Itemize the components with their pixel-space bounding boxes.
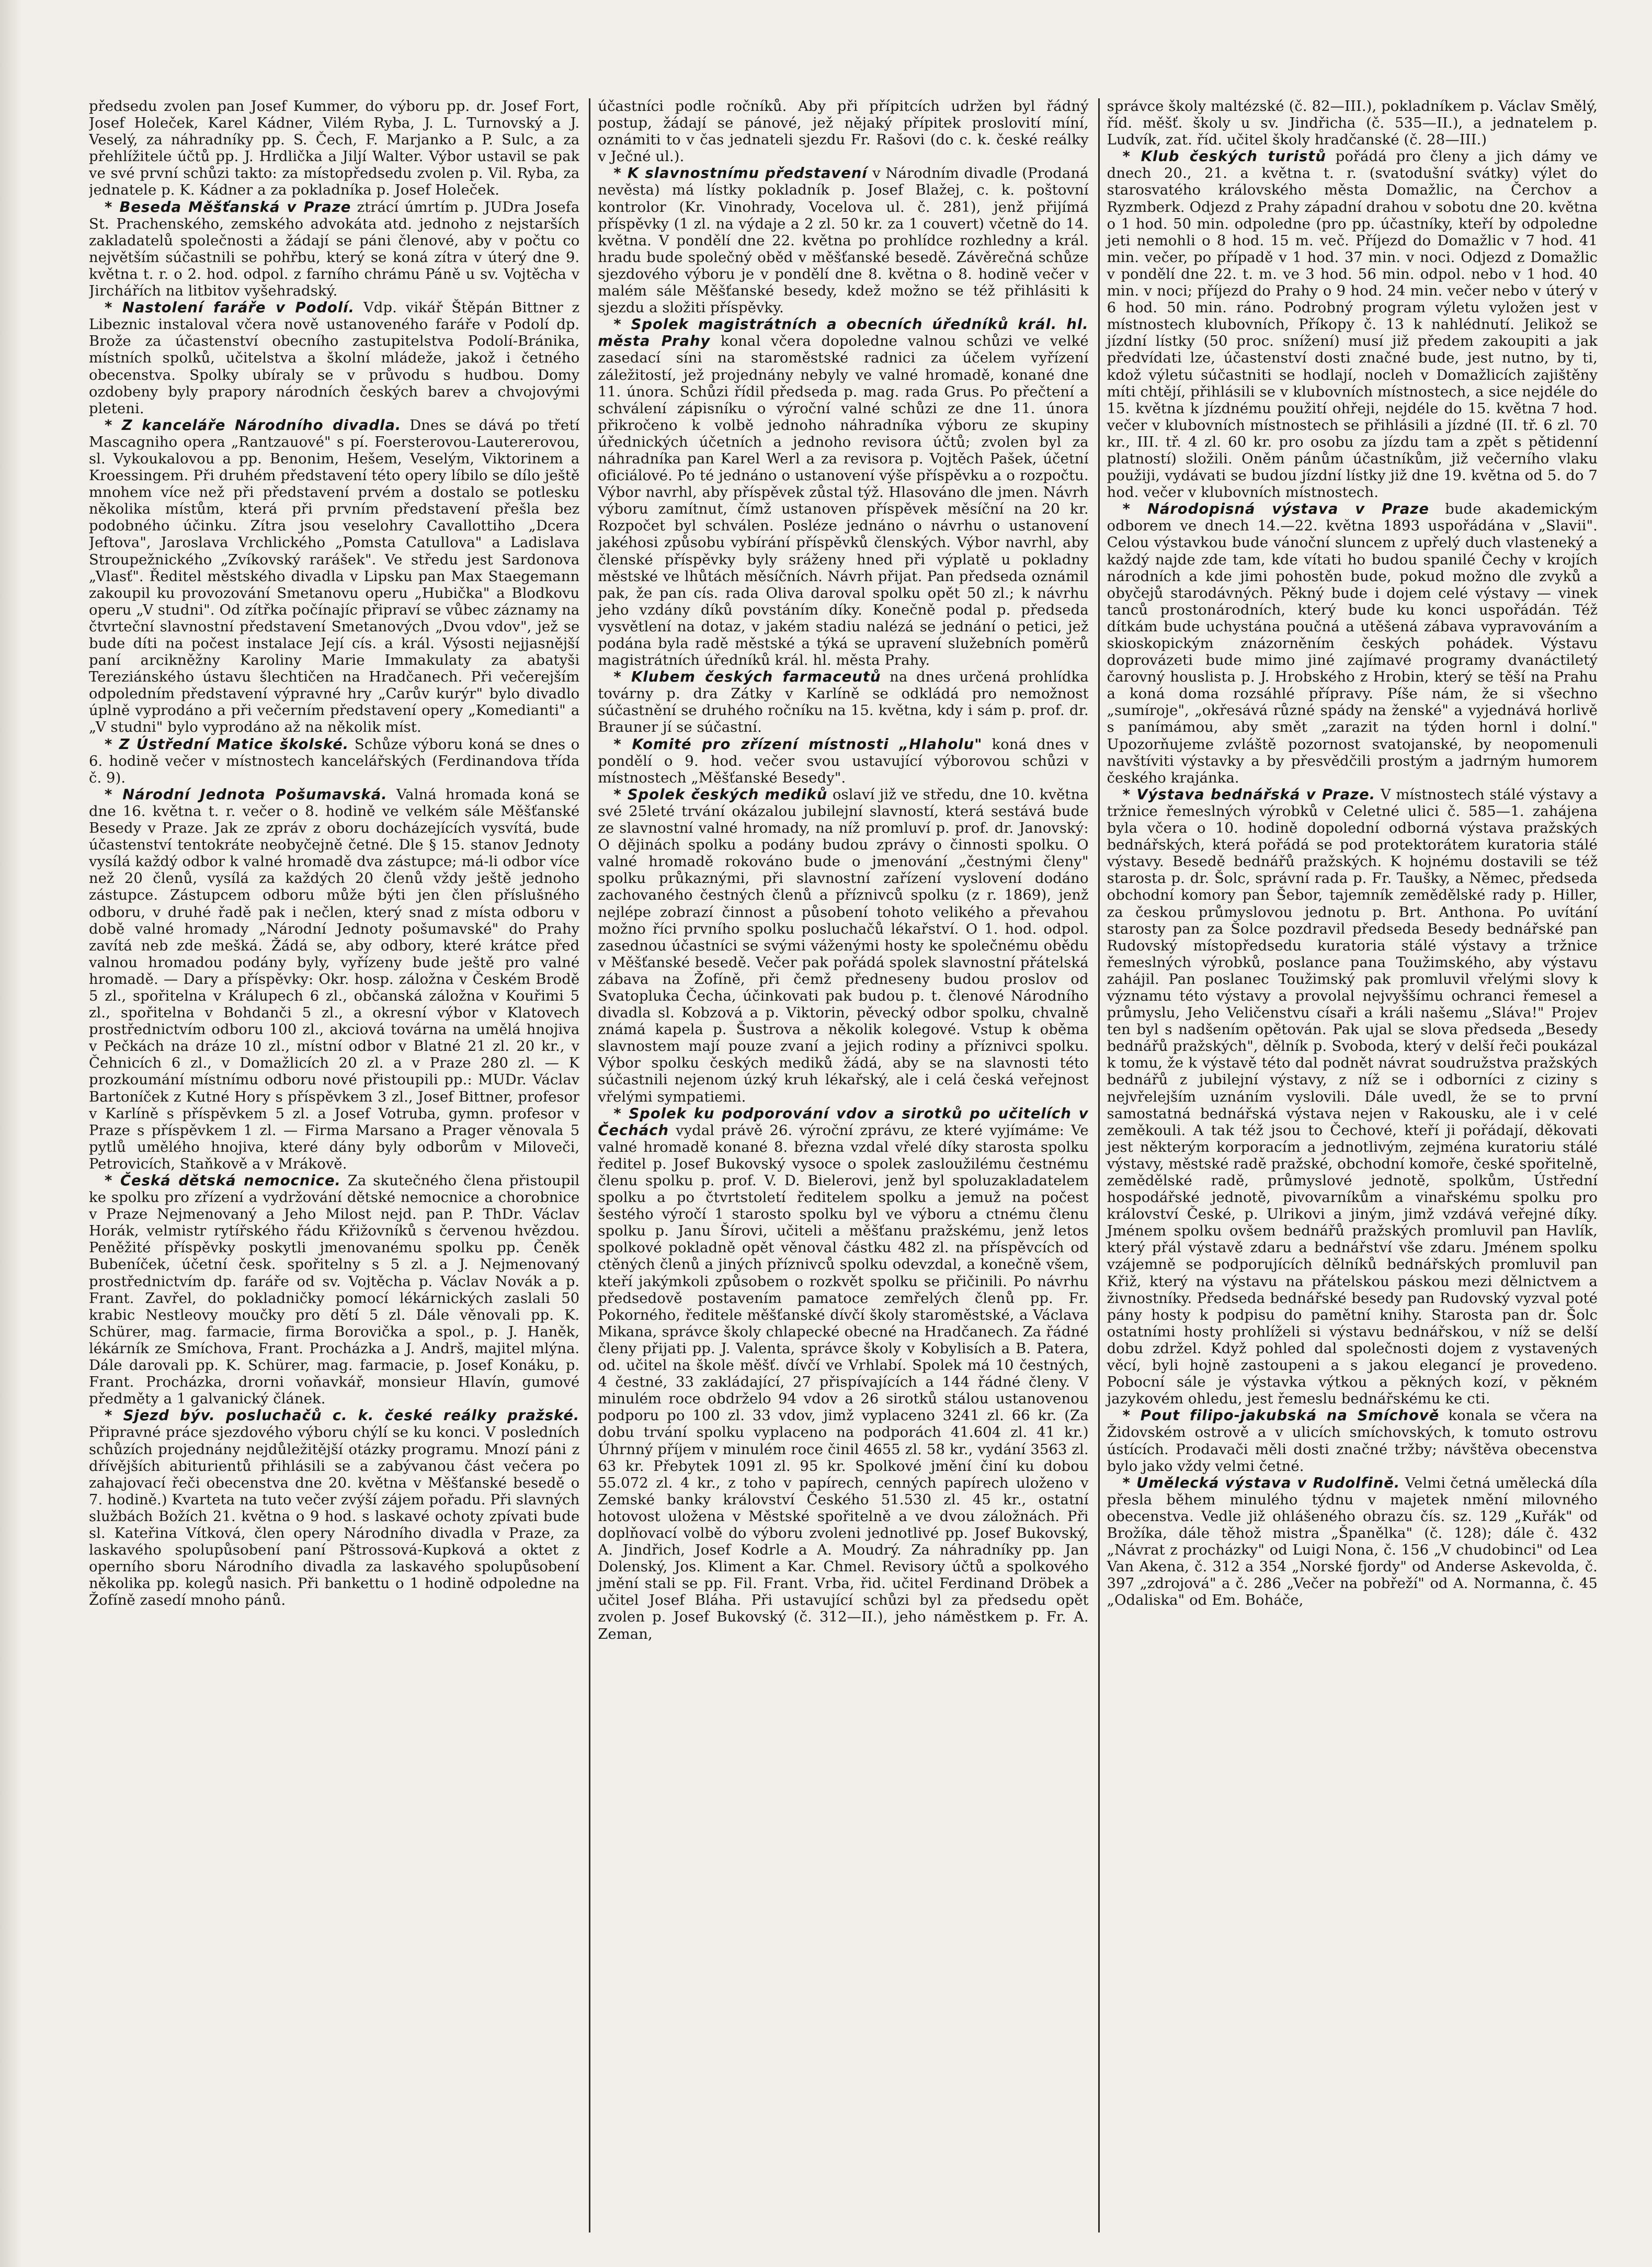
news-heading: * Klubem českých farmaceutů (613, 669, 881, 686)
news-body: V místnostech stálé výstavy a tržnice řemeslných výrobků v Celetné ulici č. 585—1. zahájena byla včera o 10. hodině dopolední odborná výstava pražských bednářských, která pořádá se pod protektorátem kuratoria stálé výstavy. Besedě bednářů pražských. K hojnému dostavili se též starosta p. dr. Šolc, správní rada p. Fr. Taušky, a Němec, předseda obchodní komory pan Šebor, tajemník zemědělské rady p. Hiller, za českou průmyslovou jednotu p. Brt. Anthona. Po uvítání starosty pan za Šolce pozdravil předseda Besedy bednářské pan Rudovský místopředsedu kuratoria stálé výstavy a tržnice řemeslných výrobků, poslance pana Toužimského, aby výstavu zahájil. Pan poslanec Toužimský pak promluvil vřelými slovy k významu této výstavy a provolal nejvyššímu ochranci řemesel a průmyslu, Jeho Veličenstvu císaři a králi našemu „Sláva!" Projev ten byl s nadšením opětován. Pak ujal se slova předseda „Besedy bednářů pražských", dělník p. Svoboda, který v delší řeči poukázal k tomu, že k výstavě této dal podnět návrat soudružstva pražských bednářů z jubilejní výstavy, z níž se i odborníci z ciziny s nejvřelejším uznáním vyslovili. Dále uvedl, že se to první samostatná bednářská výstava nejen v Rakousku, ale i v celé zeměkouli. A tak též jsou to Čechové, kteří ji pořádají, děkovati jest některým korporacím a jednotlivým, zejména kuratoriu stálé výstavy, městské radě pražské, obchodní komoře, české spořitelně, zemědělské radě, průmyslové jednotě, spolkům, Ústřední hospodářské jednotě, pivovarníkům a vinařskému spolku pro království České, p. Ulrikovi a jiným, jimž vzdává veřejné díky. Jménem spolku ovšem bednářů pražských promluvil pan Havlík, který přál výstavě zdaru a bednářství vše zdaru. Jménem spolku vzájemně se podporujících dělníků bednářských promluvil pan Křiž, který na výstavu na přátelskou páskou mezi dělnictvem a živnostníky. Předseda bednářské besedy pan Rudovský vyzval poté pány hosty k podpisu do pamětní knihy. Starosta pan dr. Šolc ostatními hosty prohlíželi si výstavu bednářskou, v níž se delší dobu zdržel. Když pohled dal společnosti dojem z vystavených věcí, byli hojně zastoupeni a s jakou elegancí je provedeno. Pobocní sále je výstavka výtkou a pěkných kozí, v pěkném jazykovém ohledu, jest řemeslu bednářskému ke cti. (1107, 786, 1598, 1408)
news-paragraph (598, 669, 1088, 736)
news-body: konal včera dopoledne valnou schůzi ve velké zasedací síni na staroměstské radnici za účelem vyřízení záležitostí, jež projednány nebyly ve valné hromadě, konané dne 11. února. Schůzi řídil předseda p. mag. rada Grus. Po přečtení a schválení zápisníku o výroční valné schůzi ze dne 11. února přikročeno k volbě jednoho náhradníka výboru ze skupiny úřednických účetních a jednoho revisora účtů; zvolen byl za náhradníka pan Karel Werl a za revisora p. Vojtěch Pašek, účetní oficiálové. Po té jednáno o ustanovení výše příspěvku a o rozpočtu. Výbor navrhl, aby příspěvek zůstal týž. Hlasováno dle jmen. Návrh výboru zamítnut, čímž ustanoven příspěvek měsíční na 20 kr. Rozpočet byl schválen. Posléze jednáno o návrhu o ustanovení jakéhosi způsobu vybírání příspěvků členských. Výbor navrhl, aby členské příspěvky byly sráženy hned při výplatě u pokladny městské ve lhůtách měsíčních. Návrh přijat. Pan předseda oznámil pak, že pan cís. rada Oliva daroval spolku opět 50 zl.; k návrhu jeho vzdány díků povstáním díky. Konečně podal p. předseda vysvětlení na dotaz, v jakém stadiu nalézá se jednání o petici, jež podána byla radě městské a týká se upravení služebních poměrů magistrátních úředníků král. hl. města Prahy. (598, 333, 1089, 669)
news-heading: * K slavnostnímu představení (613, 165, 868, 182)
news-paragraph (598, 736, 1088, 787)
news-paragraph (89, 1408, 579, 1609)
news-body: ztrácí úmrtím p. JUDra Josefa St. Prachenského, zemského advokáta atd. jednoho z nejstarších zakladatelů společnosti a žádají se páni členové, aby v počtu co největším súčastnili se pohřbu, který se koná zítra v úterý dne 9. května t. r. o 2. hod. odpol. z farního chrámu Páně u sv. Vojtěcha v Jirchářích na litbitov vyšehradský. (89, 199, 580, 300)
news-paragraph (1107, 1475, 1598, 1609)
news-body: na dnes určená prohlídka továrny p. dra Zátky v Karlíně se odkládá pro nemožnost súčastnění se druhého ročníku na 15. května, kdy i sám p. prof. dr. Brauner jí se súčastní. (598, 669, 1089, 736)
news-body: Vdp. vikář Štěpán Bittner z Libeznic instaloval včera nově ustanoveného faráře v Podolí dp. Brože za účastenství obecního zastupitelstva Podolí-Bránika, místních spolků, učitelstva a školní mládeže, jakož i četného obecenstva. Spolky ubíraly se v průvodu s hudbou. Domy ozdobeny byly prapory národních českých barev a chvojovými pleteni. (89, 300, 580, 417)
news-paragraph (1107, 787, 1598, 1408)
news-heading: * Národopisná výstava v Praze (1122, 501, 1429, 518)
news-heading: * Umělecká výstava v Rudolfině. (1122, 1475, 1400, 1491)
news-body: konala se včera na Židovském ostrově a v ulicích smíchovských, k tomuto ostrovu ústících. Prodavači měli dosti značné tržby; návštěva obecenstva bylo jako vždy velmi četné. (1107, 1408, 1598, 1475)
news-body: účastníci podle ročníků. Aby při přípitcích udržen byl řádný postup, žádají se pánové, jež nějaký přípitek proslovití míní, oznámiti to v čas jednateli sjezdu Fr. Rašovi (do c. k. české reálky v Ječné ul.). (598, 98, 1089, 165)
news-body: Velmi četná umělecká díla přesla během minulého týdnu v majetek nmění milovného obecenstva. Vedle již ohlášeného obrazu čís. sz. 129 „Kuřák" od Brožíka, dále těhož mistra „Španělka" (č. 128); dále č. 432 „Návrat z procházky" od Luigi Nona, č. 156 „V chudobinci" od Lea Van Akena, č. 312 a 354 „Norské fjordy" od Anderse Askevolda, č. 397 „zdrojová" a č. 286 „Večer na pobřeží" od A. Normanna, č. 45 „Odaliska" od Em. Boháče, (1107, 1475, 1598, 1609)
news-body: v Národním divadle (Prodaná nevěsta) má lístky pokladník p. Josef Blažej, c. k. poštovní kontrolor (Kr. Vinohrady, Vocelova ul. č. 281), jenž přijímá příspěvky (1 zl. na výdaje a 2 zl. 50 kr. za 1 couvert) včetně do 14. května. V pondělí dne 22. května po prohlídce rozhledny a král. hradu bude společný oběd v měšťanské besedě. Závěrečná schůze sjezdového výboru je v pondělí dne 8. května o 8. hodině večer v malém sále Měšťanské besedy, kdež možno se též přihlásiti k sjezdu a složiti příspěvky. (598, 165, 1089, 316)
news-paragraph (89, 787, 579, 1173)
news-heading: * Klub českých turistů (1122, 149, 1326, 165)
news-body: Připravné práce sjezdového výboru chýlí se ku konci. V posledních schůzích projednány nejdůležitější otázky programu. Mnozí páni z dřívějších abiturientů přihlásili se a zabývanou část večera po zahajovací řeči obecenstva dne 20. května v Měšťanské besedě o 7. hodině.) Kvarteta na tuto večer zvýší zájem pořadu. Při slavných službách Božích 21. května o 9 hod. s laskavé ochoty zpívati bude sl. Kateřina Vítková, člen opery Národního divadla v Praze, za laskavého spolupůsobení paní Pštrossová-Kupková a oktet z operního sboru Národního divadla za laskavého spolupůsobení několika pp. kolegů nasich. Při bankettu o 1 hodině odpoledne na Žofíně zasedí mnoho pánů. (89, 1424, 580, 1609)
news-heading: * Pout filipo-jakubská na Smíchově (1122, 1408, 1440, 1424)
news-paragraph (89, 98, 579, 199)
column-3 (1098, 98, 1598, 2232)
news-body: správce školy maltézské (č. 82—III.), pokladníkem p. Václav Smělý, říd. měšť. školy u sv. Jindřicha (č. 535—II.), a jednatelem p. Ludvík, zat. říd. učitel školy hradčanské (č. 28—III.) (1107, 98, 1598, 149)
news-heading: * Komité pro zřízení místnosti „Hlaholu" (613, 736, 983, 753)
news-body: předsedu zvolen pan Josef Kummer, do výboru pp. dr. Josef Fort, Josef Holeček, Karel Kádner, Vilém Ryba, J. L. Turnovský a J. Veselý, za náhradníky pp. S. Čech, F. Marjanko a P. Sulc, a za přehlížitele účtů pp. J. Hrdlička a Jiljí Walter. Výbor ustavil se pak ve své první schůzi takto: za místopředsedu zvolen p. Vil. Ryba, za jednatele p. K. Kádner a za pokladníka p. Josef Holeček. (89, 98, 580, 199)
news-paragraph (598, 787, 1088, 1106)
news-paragraph (89, 300, 579, 417)
news-paragraph (1107, 149, 1598, 501)
column-2 (589, 98, 1088, 2232)
news-heading: * Beseda Měšťanská v Praze (105, 199, 351, 216)
news-body: bude akademickým odborem ve dnech 14.—22. května 1893 uspořádána v „Slavii". Celou výstavkou bude vánoční sluncem z upřelý duch vlasteneký a každý najde zde tam, kde vítati ho budou spanilé Čechy v krojích národních a kde jimi pohostěn bude, pokud možno dle zvyků a obyčejů starodávných. Pěkný bude i dojem celé výstavy — vinek tanců prostonárodních, který bude ku konci uspořádán. Též dítkám bude uchystána poučná a utěšená zábava vypravováním a skioskopickým znázorněním českých pohádek. Výstavu doprovázeti bude mimo jiné zajímavé programy dvanáctiletý čarovný houslista p. J. Hrobského z Hrobin, který se těší na Prahu a koná doma rozsáhlé přípravy. Píše nám, že si všechno „sumíroje", „okřesává různé spády na ženské" a vyjednává horlivě s panímámou, aby smět „zarazit na týden hornl i dolní." Upozorňujeme zvláště pozornost svatojanské, by neopomenuli navštíviti výstavky a by přesvědčili prostým a jadrným humorem českého krajánka. (1107, 501, 1598, 786)
news-heading: * Z kanceláře Národního divadla. (105, 417, 402, 434)
news-paragraph (598, 316, 1088, 669)
news-body: oslaví již ve středu, dne 10. května své 25leté trvání okázalou jubilejní slavností, která sestává bude ze slavnostní valné hromady, na níž promluví p. prof. dr. Janovský: O dějinách spolku a podány budou zprávy o činnosti spolku. O valné hromadě rokováno bude o jmenování „čestnými členy" spolku průkaznými, při slavnostní zařízení vyslovení dodáno zachovaného čestných členů a příznivců spolku (z r. 1869), jenž nejlépe zobrazí činnost a působení tohoto velikého a převahou možno říci prvního spolku posluchačů lékařství. O 1. hod. odpol. zasednou účastníci se svými váženými hosty ke společnému obědu v Měšťanské besedě. Večer pak pořádá spolek slavnostní přátelská zábava na Žofíně, při čemž předneseny budou proslov od Svatopluka Čecha, účinkovati pak budou p. t. členové Národního divadla sl. Kobzová a p. Viktorin, pěvecký odbor spolku, chvalně známá kapela p. Šustrova a několik kolegové. Vstup k oběma slavnostem mají pouze zvaní a jejich rodiny a příznivci spolku. Výbor spolku českých mediků žádá, aby se na slavnosti této súčastnili nejenom úzký kruh lékařský, ale i celá česká veřejnost vřelými sympatiemi. (598, 786, 1089, 1105)
news-paragraph (1107, 98, 1598, 149)
news-body: vydal právě 26. výroční zprávu, ze které vyjímáme: Ve valné hromadě konané 8. března vzdal vřelé díky starosta spolku ředitel p. Josef Bukovský vysoce o spolek zasloužilému čestnému členu spolku p. prof. V. D. Bielerovi, jenž byl spoluzakladatelem spolku a po čtvrtstoletí ředitelem spolku a jemuž na počest šestého výročí 1 starosto spolku byl ve výboru a ctnému členu spolku p. Janu Šírovi, učiteli a měšťanu pražskému, jenž letos spolkové pokladně opět věnoval částku 482 zl. na příspěvcích od ctěných členů a jiných příznivců spolku odevzdal, a konečně všem, kteří jakýmkoli způsobem o rozkvět spolku se přičinili. Po návrhu předsedově postavením pamatoce zemřelých členů pp. Fr. Pokorného, ředitele měšťanské dívčí školy staroměstské, a Václava Mikana, správce školy chlapecké obecné na Hradčanech. Za řádné členy přijati pp. J. Valenta, správce školy v Kobylisích a B. Patera, od. učitel na škole měšť. dívčí ve Vrhlabí. Spolek má 10 čestných, 4 čestné, 33 zakládající, 27 přispívajících a 144 řádné členy. V minulém roce obdrželo 94 vdov a 26 sirotků stálou ustanovenou podporu po 100 zl. 33 vdov, jimž vyplaceno 3241 zl. 66 kr. (Za dobu trvání spolku vyplaceno na podporách 41.604 zl. 41 kr.) Úhrnný příjem v minulém roce činil 4655 zl. 58 kr., vydání 3563 zl. 63 kr. Přebytek 1091 zl. 95 kr. Spolkové jmění činí ku dobou 55.072 zl. 4 kr., z toho v papírech, cenných papírech uloženo v Zemské banky království Českého 51.530 zl. 45 kr., ostatní hotovost uložena v Městské spořitelně a ve dvou záložnách. Při doplňovací volbě do výboru zvoleni jednotlivé pp. Josef Bukovský, A. Jindřich, Josef Kodrle a A. Moudrý. Za náhradníky pp. Jan Dolenský, Jos. Kliment a Kar. Chmel. Revisory účtů a spolkového jmění stali se pp. Fil. Frant. Vrba, řid. učitel Ferdinand Dröbek a učitel Josef Bláha. Při ustavující schůzi byl za předsedu opět zvolen p. Josef Bukovský (č. 312—II.), jeho náměstkem p. Fr. A. Zeman, (598, 1122, 1089, 1642)
article-columns (89, 98, 1598, 2232)
news-paragraph (89, 417, 579, 736)
news-heading: * Výstava bednářská v Praze. (1122, 786, 1376, 803)
news-paragraph (89, 1173, 579, 1408)
news-heading: * Spolek ku podporování vdov a sirotků po učitelích v Čechách (598, 1105, 1089, 1139)
news-body: Dnes se dává po třetí Mascagniho opera „Rantzauové" s pí. Foersterovou-Lautererovou, sl. Vykoukalovou a pp. Benonim, Hešem, Veselým, Viktorinem a Kroessingem. Při druhém představení této opery líbilo se dílo ještě mnohem více než při představení prvém a dostalo se potlesku několika místům, která při prvním představení přešla bez podobného účinku. Zítra jsou veselohry Cavallottiho „Dcera Jeftova", Jaroslava Vrchlického „Pomsta Catullova" a Ladislava Stroupežnického „Zvíkovský rarášek". Ve středu jest Sardonova „Vlasť". Ředitel městského divadla v Lipsku pan Max Staegemann zakoupil ku provozování Smetanovu operu „Hubička" a Blodkovu operu „V studni". Od zítřka počínajíc připraví se vůbec záznamy na čtvrteční slavnostní představení Smetanových „Dvou vdov", jež se bude díti na počest instalace Její cís. a král. Výsosti nejjasnější paní arcikněžny Karoliny Marie Immakulaty za abatyši Tereziánského ústavu šlechtičen na Hradčanech. Při večerejším odpoledním představení výpravné hry „Carův kurýr" bylo divadlo úplně vyprodáno a při večerním představení opery „Komedianti" a „V studni" bylo vyprodáno až na několik míst. (89, 417, 580, 736)
news-body: Za skutečného člena přistoupil ke spolku pro zřízení a vydržování dětské nemocnice a chorobnice v Praze Nejmenovaný a Jeho Milost nejd. pan P. ThDr. Václav Horák, velmistr rytířského řádu Křižovníků s červenou hvězdou. Peněžité příspěvky poskytli jmenovanému spolku pp. Čeněk Bubeníček, účetní česk. spořitelny s 5 zl. a J. Nejmenovaný prostřednictvím dp. faráře od sv. Vojtěcha p. Václav Novák a p. Frant. Zavřel, do pokladničky pomocí lékárnických zaslali 50 krabic Nestleovy moučky pro dětí 5 zl. Dále věnovali pp. K. Schürer, mag. farmacie, firma Borovička a spol., p. J. Haněk, lékárník ze Smíchova, Frant. Procházka a J. Andrš, majitel mlýna. Dále darovali pp. K. Schürer, mag. farmacie, p. Josef Konáku, p. Frant. Procházka, drorni voňavkář, monsieur Hlavín, gumové předměty a 1 galvanický článek. (89, 1173, 580, 1408)
news-heading: * Spolek magistrátních a obecních úředníků král. hl. města Prahy (598, 316, 1089, 350)
news-paragraph (1107, 1408, 1598, 1475)
news-body: pořádá pro členy a jich dámy ve dnech 20., 21. a května t. r. (svatodušní svátky) výlet do starosvatého královského města Domažlic, na Čerchov a Ryzmberk. Odjezd z Prahy západní drahou v sobotu dne 20. května o 1 hod. 50 min. odpoledne (pro pp. účastníky, kteří by odpoledne jeti nemohli o 8 hod. 15 m. več. Příjezd do Domažlic v 7 hod. 41 min. večer, po případě v 1 hod. 37 min. v noci. Odjezd z Domažlic v pondělí dne 22. t. m. ve 3 hod. 56 min. odpol. nebo v 1 hod. 40 min. v noci; příjezd do Prahy o 9 hod. 24 min. večer nebo v úterý v 6 hod. 50 min. ráno. Podrobný program výletu vyložen jest v místnostech klubovních, Příkopy č. 13 k nahlédnutí. Jelikož se jízdní lístky (50 proc. snížení) musí již předem zakoupiti a jak předvídati lze, účastenství dosti značné bude, jest nutno, by ti, kdož výletu súčastniti se hodlají, nocleh v Domažlicích zajištěny míti chtějí, přihlásili se v klubovních místnostech, a sice nejdéle do 15. května k jízdnému použití ohřeji, nejdéle do 15. května 7 hod. večer v klubovních místnostech se přihlásili a jízdné (II. tř. 6 zl. 70 kr., III. tř. 4 zl. 60 kr. pro osobu za jízdu tam a zpět s pětidenní platností) složili. Oněm pánům účastníkům, již večerního vlaku použiji, vydávati se budou jízdní lístky již dne 19. května od 5. do 7 hod. večer v klubovních místnostech. (1107, 149, 1598, 501)
column-1 (89, 98, 579, 2232)
news-heading: * Sjezd býv. posluchačů c. k. české reálky pražské. (105, 1408, 580, 1424)
news-body: Valná hromada koná se dne 16. května t. r. večer o 8. hodině ve velkém sále Měšťanské Besedy v Praze. Jak ze zpráv z oboru docházejících vysvítá, bude účastenství tentokráte neobyčejně četné. Dle § 15. stanov Jednoty vysílá každý odbor k valné hromadě dva zástupce; má-li odbor více než 20 členů, vysílá za každých 20 členů vždy ještě jednoho zástupce. Zástupcem odboru může býti jen člen příslušného odboru, v druhé řadě pak i nečlen, který snad z místa odboru v době valné hromady „Národní Jednoty pošumavské" do Prahy zavítá neb zde mešká. Žádá se, aby odbory, které krátce před valnou hromadou podány byly, vyřízeny bude ještě pro valné hromadě. — Dary a příspěvky: Okr. hosp. záložna v Českém Brodě 5 zl., spořitelna v Králupech 6 zl., občanská záložna v Kouřimi 5 zl., spořitelna v Bohdanči 5 zl., a okresní výbor v Klatovech prostřednictvím odboru 100 zl., akciová továrna na umělá hnojiva v Pečkách na dráze 10 zl., místní odbor v Blatné 21 zl. 20 kr., v Čehnicích 6 zl., v Domažlicích 20 zl. a v Praze 280 zl. — K prozkoumání místnímu odboru nové přistoupili pp.: MUDr. Václav Bartoníček z Kutné Hory s příspěvkem 3 zl., Josef Bittner, profesor v Karlíně s příspěvkem 5 zl. a Josef Votruba, gymn. profesor v Praze s příspěvkem 1 zl. — Firma Marsano a Prager věnovala 5 pytlů umělého hnojiva, které dány byly odborům v Miloveči, Petrovicích, Staňkově a v Mrákově. (89, 786, 580, 1172)
news-paragraph (598, 1106, 1088, 1643)
news-heading: * Nastolení faráře v Podolí. (105, 300, 355, 316)
news-heading: * Česká dětská nemocnice. (105, 1173, 341, 1189)
news-heading: * Národní Jednota Pošumavská. (105, 786, 388, 803)
news-body: Schůze výboru koná se dnes o 6. hodině večer v místnostech kancelářských (Ferdinandova třída č. 9). (89, 736, 580, 786)
scan-edge (0, 0, 22, 2267)
news-paragraph (598, 98, 1088, 165)
news-paragraph (598, 165, 1088, 316)
news-paragraph (1107, 501, 1598, 787)
news-body: koná dnes v pondělí o 9. hod. večer svou ustavující výborovou schůzi v místnostech „Měšťanské Besedy". (598, 736, 1089, 786)
news-paragraph (89, 736, 579, 787)
news-heading: * Z Ústřední Matice školské. (105, 736, 349, 753)
news-heading: * Spolek českých mediků (613, 786, 828, 803)
news-paragraph (89, 199, 579, 300)
